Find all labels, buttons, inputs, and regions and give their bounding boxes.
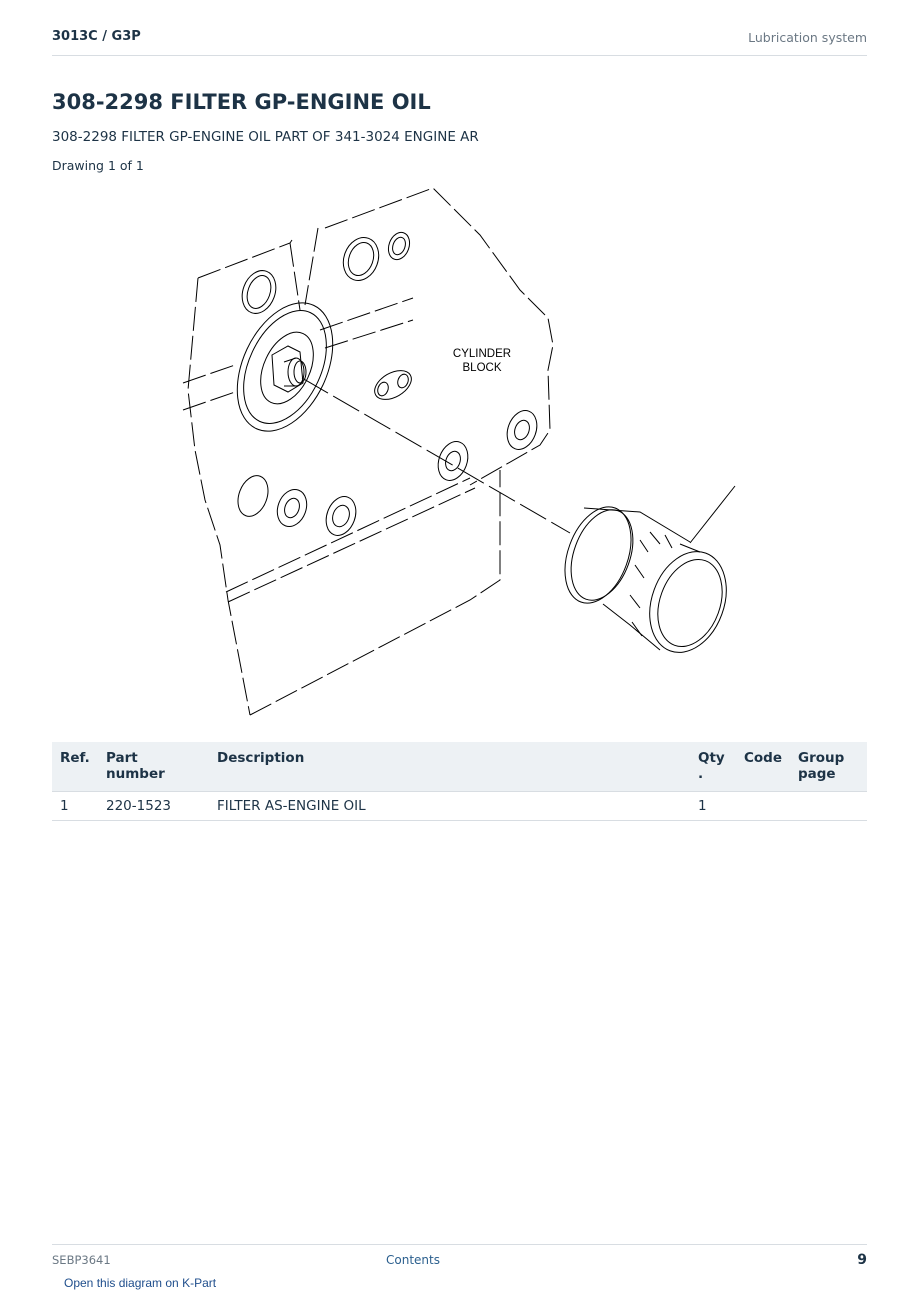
filter-mount-base [218, 288, 352, 447]
cylinder-block-label-2: BLOCK [462, 362, 502, 374]
page-subtitle: 308-2298 FILTER GP-ENGINE OIL PART OF 341-3024 ENGINE AR [52, 129, 479, 145]
page-title: 308-2298 FILTER GP-ENGINE OIL [52, 90, 431, 114]
col-header-description: Description [209, 742, 690, 792]
cell-code [736, 792, 790, 821]
col-header-qty [690, 742, 736, 792]
parts-diagram [170, 180, 750, 720]
oil-filter [553, 486, 740, 663]
col-header-group-line1: Group [798, 750, 845, 766]
col-header-ref: Ref. [52, 742, 98, 792]
footer-divider [52, 1244, 867, 1245]
col-header-group-page [790, 742, 867, 792]
col-header-group-line2: page [798, 766, 836, 782]
table-header-row [52, 742, 867, 792]
kpart-diagram-link[interactable]: Open this diagram on K-Part [64, 1276, 217, 1290]
page-header [52, 28, 867, 56]
cell-ref: 1 [52, 792, 98, 821]
col-header-qty-line1: Qty [697, 750, 725, 766]
section-label: Lubrication system [748, 30, 867, 45]
document-code: SEBP3641 [52, 1253, 111, 1267]
drawing-count-label: Drawing 1 of 1 [52, 158, 144, 173]
contents-link[interactable]: Contents [386, 1253, 440, 1267]
col-header-part-number: Part number [98, 742, 209, 792]
cell-group-page [790, 792, 867, 821]
table-row [52, 792, 867, 821]
cell-description: FILTER AS-ENGINE OIL [209, 792, 690, 821]
cell-qty: 1 [690, 792, 736, 821]
block-ports [233, 229, 542, 539]
parts-table [52, 742, 867, 821]
cylinder-block-outline [183, 188, 553, 715]
col-header-code: Code [736, 742, 790, 792]
page-number: 9 [857, 1252, 867, 1268]
cell-part-number: 220-1523 [98, 792, 209, 821]
assembly-centerline [302, 378, 570, 533]
col-header-qty-line2: . [697, 766, 704, 782]
cylinder-block-label-1: CYLINDER [452, 348, 512, 360]
model-label: 3013C / G3P [52, 29, 141, 44]
